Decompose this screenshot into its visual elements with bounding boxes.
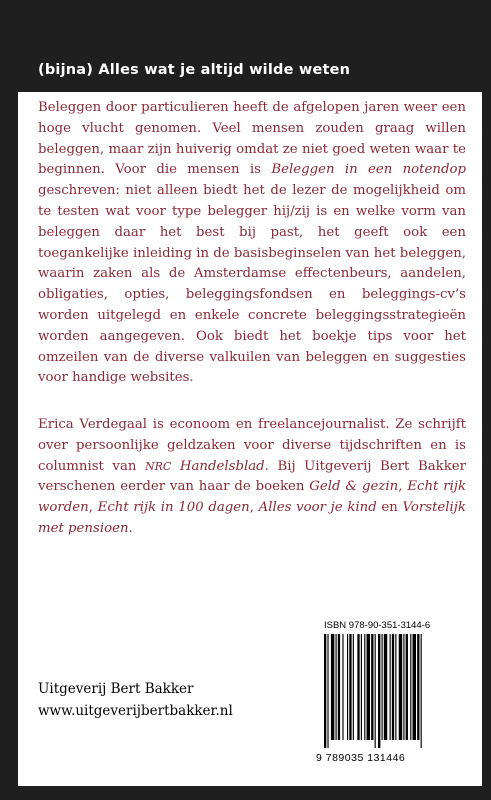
barcode-bar — [353, 634, 354, 740]
barcode — [316, 620, 466, 780]
barcode-bar — [403, 634, 404, 740]
barcode-bar — [382, 634, 383, 740]
author-bio-paragraph — [38, 415, 466, 540]
book-5: Vorstelijk met pensioen — [38, 500, 466, 536]
bio-text-2: . Bij Uitgeverij Bert Bakker verschenen eerder van haar de boeken — [38, 458, 466, 495]
isbn-label: ISBN 978-90-351-3144-6 — [324, 620, 431, 631]
barcode-bar — [349, 634, 351, 740]
barcode-bar — [331, 634, 334, 740]
barcode-bar — [364, 634, 365, 740]
barcode-bar — [399, 634, 402, 740]
barcode-bar — [367, 634, 370, 740]
book-2: Echt rijk worden — [38, 479, 467, 516]
separator-3: , — [249, 500, 259, 516]
book-title: Beleggen in een notendop — [271, 162, 466, 178]
barcode-bar — [371, 634, 373, 740]
book-4: Alles voor je kind — [258, 500, 377, 516]
headline: (bijna) Alles wat je altijd wilde weten — [38, 62, 351, 78]
description-text-1: Beleggen door particulieren heeft de afgelopen jaren weer een hoge vlucht genomen. Veel mensen zouden graag willen beleggen, maar zijn huiverig omdat ze niet goed weten waar te beginnen. Voor die mensen is — [38, 100, 466, 178]
barcode-bar — [357, 634, 359, 740]
book-3: Echt rijk in 100 dagen — [97, 500, 250, 516]
barcode-bar — [342, 634, 343, 740]
barcode-bar — [417, 634, 419, 740]
barcode-bar — [384, 634, 387, 740]
back-cover-panel — [18, 52, 482, 786]
publisher-name: Uitgeverij Bert Bakker — [38, 681, 194, 697]
publisher-website: www.uitgeverijbertbakker.nl — [38, 703, 233, 719]
barcode-bar — [361, 634, 362, 740]
barcode-bar — [327, 634, 328, 748]
barcode-bar — [413, 634, 416, 740]
bio-text-1: Erica Verdegaal is econoom en freelancejournalist. Ze schrijft over persoonlijke geldzaken voor diverse tijdschriften en is columnist van — [38, 417, 466, 474]
newspaper-title: Handelsblad — [171, 458, 265, 474]
description-text-2: geschreven: niet alleen biedt het de lezer de mogelijkheid om te testen wat voor type belegger hij/zij is en welke vorm van beleggen daar het best bij past, het geeft ook een toegankelijke inleiding in de basisbeginselen van het beleggen, waarin zaken als de Amsterdamse effectenbeurs, aandelen, obligaties, opties, beleggingsfondsen en beleggings-cv’s worden uitgelegd en enkele concrete beleggingsstrategieën worden aangegeven. Ook biedt het boekje tips voor het omzeilen van de diverse valkuilen van beleggen en suggesties voor handige websites. — [38, 183, 466, 386]
barcode-bar — [378, 634, 380, 748]
barcode-bar — [390, 634, 391, 740]
newspaper-abbrev: NRC — [145, 459, 172, 473]
publisher-block — [38, 678, 233, 722]
barcode-bar — [406, 634, 408, 740]
barcode-bars — [324, 634, 462, 748]
barcode-digits: 9 789035 131446 — [316, 752, 406, 764]
barcode-bar — [338, 634, 340, 740]
separator-1: , — [398, 479, 408, 495]
barcode-bar — [336, 634, 337, 740]
barcode-bar — [375, 634, 376, 748]
book-1: Geld & gezin — [309, 479, 399, 495]
title-bar — [18, 52, 482, 92]
bio-end: . — [128, 520, 133, 536]
description-paragraph — [38, 98, 466, 389]
barcode-bar — [392, 634, 394, 740]
barcode-bar — [421, 634, 422, 748]
barcode-bar — [324, 634, 326, 748]
newspaper-name — [145, 459, 265, 474]
barcode-bar — [347, 634, 348, 740]
barcode-bar — [395, 634, 396, 740]
separator-4: en — [376, 500, 403, 516]
barcode-bar — [410, 634, 411, 740]
separator-2: , — [88, 500, 98, 516]
